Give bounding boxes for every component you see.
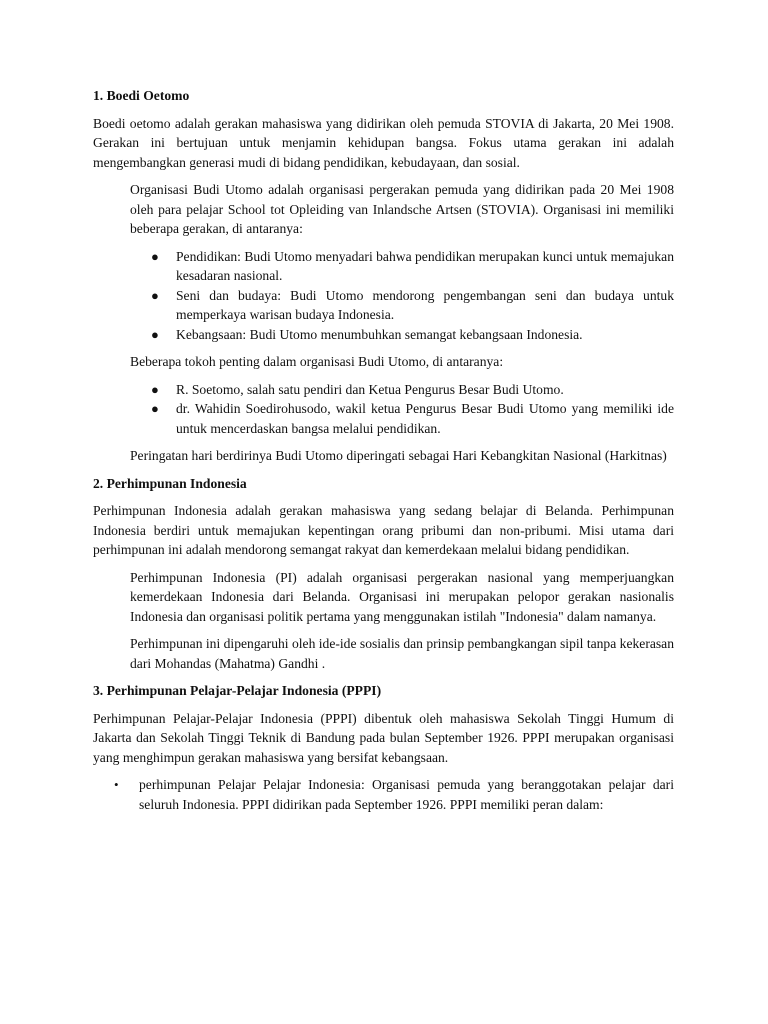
section-3-title: 3. Perhimpunan Pelajar-Pelajar Indonesia (PPPI) bbox=[93, 683, 382, 698]
list-item: ● Pendidikan: Budi Utomo menyadari bahwa pendidikan merupakan kunci untuk memajukan kesadaran nasional. bbox=[151, 248, 674, 283]
section-1-figures-intro: Beberapa tokoh penting dalam organisasi Budi Utomo, di antaranya: bbox=[130, 354, 504, 369]
list-item: ● dr. Wahidin Soedirohusodo, wakil ketua Pengurus Besar Budi Utomo yang memiliki ide untuk mencerdaskan bangsa melalui pendidikan. bbox=[151, 401, 674, 436]
list-item: ● Seni dan budaya: Budi Utomo mendorong pengembangan seni dan budaya untuk memperkaya warisan budaya Indonesia. bbox=[151, 287, 674, 322]
bullet-icon: ● bbox=[151, 381, 159, 397]
section-2-intro: Perhimpunan Indonesia adalah gerakan mahasiswa yang sedang belajar di Belanda. Perhimpunan Indonesia berdiri untuk memajukan kepentingan orang pribumi dan non-pribumi. Misi utama dari perhimpunan ini adalah mendorong semangat rakyat dan kemerdekaan melalui bidang pendidikan. bbox=[93, 503, 674, 557]
bullet-icon: ● bbox=[151, 287, 159, 303]
section-1-intro: Boedi oetomo adalah gerakan mahasiswa yang didirikan oleh pemuda STOVIA di Jakarta, 20 Mei 1908. Gerakan ini bertujuan untuk menjamin kehidupan bangsa. Fokus utama gerakan ini adalah mengembangkan generasi mudi di bidang pendidikan, kebudayaan, dan sosial. bbox=[93, 115, 674, 170]
bullet-icon: • bbox=[114, 777, 119, 792]
section-3-points-list bbox=[93, 775, 674, 814]
section-2-detail: Perhimpunan Indonesia (PI) adalah organisasi pergerakan nasional yang memperjuangkan kemerdekaan Indonesia dari Belanda. Organisasi ini merupakan pelopor gerakan nasionalis Indonesia dan organisasi politik pertama yang menggunakan istilah "Indonesia" dalam namanya. bbox=[130, 569, 674, 624]
bullet-icon: ● bbox=[151, 248, 159, 264]
section-1-movements-list bbox=[130, 247, 674, 345]
bullet-icon: ● bbox=[151, 401, 159, 416]
list-item: • perhimpunan Pelajar Pelajar Indonesia: Organisasi pemuda yang beranggotakan pelajar dari seluruh Indonesia. PPPI didirikan pada September 1926. PPPI memiliki peran dalam: bbox=[114, 777, 674, 812]
section-2-detail-2: Perhimpunan ini dipengaruhi oleh ide-ide sosialis dan prinsip pembangkangan sipil tanpa kekerasan dari Mohandas (Mahatma) Gandhi . bbox=[130, 636, 674, 671]
section-3-intro: Perhimpunan Pelajar-Pelajar Indonesia (PPPI) dibentuk oleh mahasiswa Sekolah Tinggi Humum di Jakarta dan Sekolah Tinggi Teknik di Bandung pada bulan September 1926. PPPI merupakan organisasi yang menghimpun gerakan mahasiswa yang bersifat kebangsaan. bbox=[93, 710, 674, 765]
section-1-title: 1. Boedi Oetomo bbox=[93, 88, 190, 103]
section-1-detail: Organisasi Budi Utomo adalah organisasi pergerakan pemuda yang didirikan pada 20 Mei 1908 oleh para pelajar School tot Opleiding van Inlandsche Artsen (STOVIA). Organisasi ini memiliki beberapa gerakan, di antaranya: bbox=[130, 182, 674, 236]
document-body bbox=[93, 86, 674, 822]
list-item: ● R. Soetomo, salah satu pendiri dan Ketua Pengurus Besar Budi Utomo. bbox=[130, 380, 674, 400]
section-2-title: 2. Perhimpunan Indonesia bbox=[93, 475, 247, 491]
section-1-closing: Peringatan hari berdirinya Budi Utomo diperingati sebagai Hari Kebangkitan Nasional (Harkitnas) bbox=[130, 448, 667, 463]
section-1-figures-list bbox=[130, 380, 674, 439]
list-item: ● Kebangsaan: Budi Utomo menumbuhkan semangat kebangsaan Indonesia. bbox=[130, 325, 674, 345]
bullet-icon: ● bbox=[151, 326, 159, 342]
